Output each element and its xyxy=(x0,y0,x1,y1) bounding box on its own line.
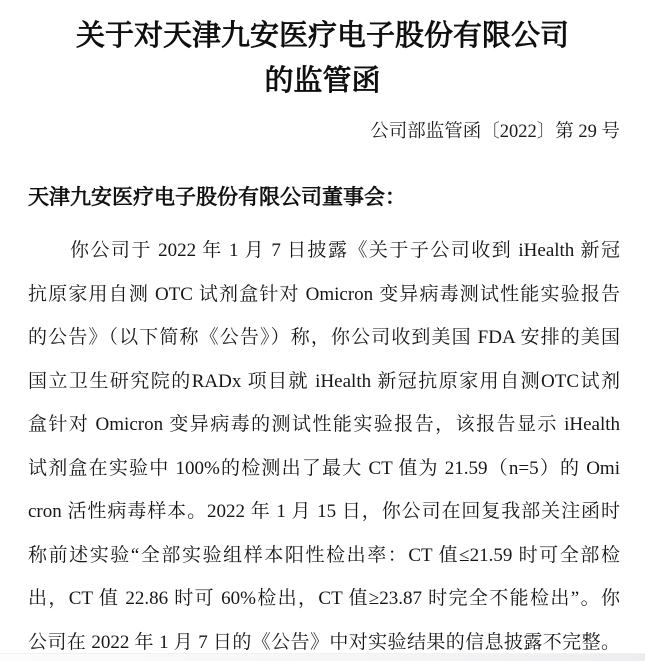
body-line: 称前述实验“全部实验组样本阳性检出率：CT 值≤21.59 时可全部检 xyxy=(28,544,620,566)
body-line: 试剂盒在实验中 100%的检测出了最大 CT 值为 21.59（n=5）的 Omi xyxy=(28,457,620,479)
body-line: 公司在 2022 年 1 月 7 日的《公告》中对实验结果的信息披露不完整。 xyxy=(28,631,620,653)
body-line: 出，CT 值 22.86 时可 60%检出，CT 值≥23.87 时完全不能检出”。你 xyxy=(28,588,620,609)
page-bottom-edge xyxy=(0,653,645,661)
body-line: 盒针对 Omicron 变异病毒的测试性能实验报告，该报告显示 iHealth xyxy=(28,414,620,435)
recipient-line: 天津九安医疗电子股份有限公司董事会： xyxy=(28,185,406,209)
document-number: 公司部监管函〔2022〕第 29 号 xyxy=(370,122,620,142)
body-line: 国立卫生研究院的RADx 项目就 iHealth 新冠抗原家用自测OTC试剂 xyxy=(28,370,620,392)
body-line: 你公司于 2022 年 1 月 7 日披露《关于子公司收到 iHealth 新冠 xyxy=(70,240,620,261)
body-line: 抗原家用自测 OTC 试剂盒针对 Omicron 变异病毒测试性能实验报告 xyxy=(28,283,620,305)
document-title-line-1: 关于对天津九安医疗电子股份有限公司 xyxy=(75,20,569,52)
document-title-line-2: 的监管函 xyxy=(264,65,381,97)
body-line: cron 活性病毒样本。2022 年 1 月 15 日，你公司在回复我部关注函时 xyxy=(28,501,620,522)
body-line: 的公告》（以下简称《公告》）称，你公司收到美国 FDA 安排的美国 xyxy=(28,327,620,348)
body-paragraph xyxy=(0,229,645,661)
document-title xyxy=(0,14,645,104)
